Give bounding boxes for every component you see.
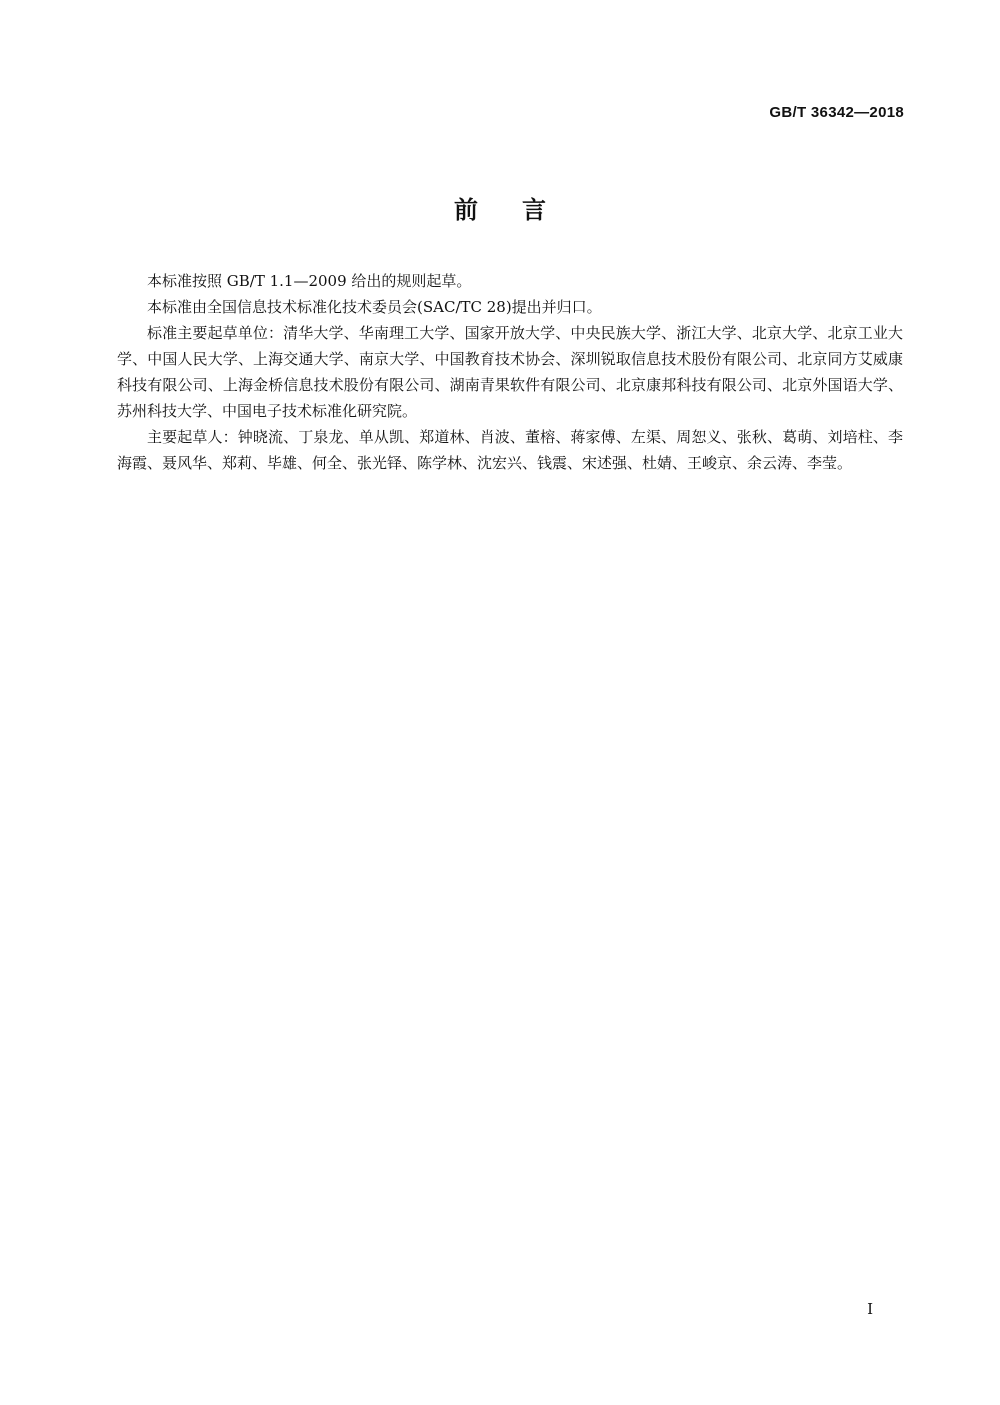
paragraph-drafting-rules: 本标准按照 GB/T 1.1—2009 给出的规则起草。 (147, 272, 472, 290)
page-number: I (867, 1300, 873, 1318)
foreword-body (117, 268, 903, 476)
paragraph-drafters: 主要起草人：钟晓流、丁泉龙、单从凯、郑道林、肖波、董榕、蒋家傅、左渠、周恕义、张秋、葛萌、刘培柱、李海霞、聂风华、郑莉、毕雄、何全、张光铎、陈学林、沈宏兴、钱震、宋述强、杜婧、王峻京、余云涛、李莹。 (117, 428, 903, 472)
page-title: 前言 (454, 196, 590, 224)
document-number: GB/T 36342—2018 (769, 104, 904, 121)
paragraph-proposer: 本标准由全国信息技术标准化技术委员会(SAC/TC 28)提出并归口。 (147, 298, 602, 316)
paragraph-drafting-units: 标准主要起草单位：清华大学、华南理工大学、国家开放大学、中央民族大学、浙江大学、北京大学、北京工业大学、中国人民大学、上海交通大学、南京大学、中国教育技术协会、深圳锐取信息技术股份有限公司、北京同方艾威康科技有限公司、上海金桥信息技术股份有限公司、湖南青果软件有限公司、北京康邦科技有限公司、北京外国语大学、苏州科技大学、中国电子技术标准化研究院。 (117, 324, 903, 420)
